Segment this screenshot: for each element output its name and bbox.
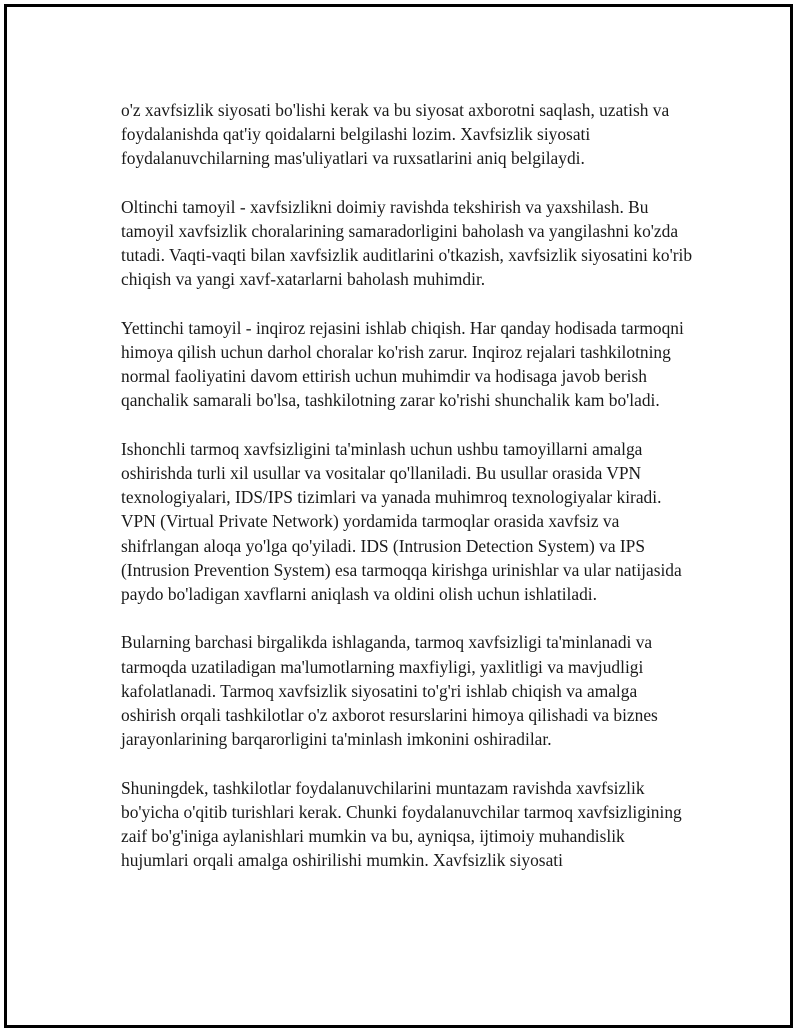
document-page bbox=[4, 4, 793, 1028]
paragraph-user-training: Shuningdek, tashkilotlar foydalanuvchilarini muntazam ravishda xavfsizlik bo'yicha o'qitib turishlari kerak. Chunki foydalanuvchilar tarmoq xavfsizligining zaif bo'g'iniga aylanishlari mumkin va bu, ayniqsa, ijtimoiy muhandislik hujumlari orqali amalga oshirilishi mumkin. Xavfsizlik siyosati bbox=[121, 777, 682, 871]
paragraph-security-policy: o'z xavfsizlik siyosati bo'lishi kerak va bu siyosat axborotni saqlash, uzatish va foydalanishda qat'iy qoidalarni belgilashi lozim. Xavfsizlik siyosati foydalanuvchilarning mas'uliyatlari va ruxsatlarini aniq belgilaydi. bbox=[121, 100, 670, 169]
paragraph-seventh-principle: Yettinchi tamoyil - inqiroz rejasini ishlab chiqish. Har qanday hodisada tarmoqni himoya qilish uchun darhol choralar ko'rish zarur. Inqiroz rejalari tashkilotning normal faoliyatini davom ettirish uchun muhimdir va hodisaga javob berish qanchalik samarali bo'lsa, tashkilotning zarar ko'rishi shunchalik kam bo'ladi. bbox=[121, 317, 684, 411]
paragraph-vpn-ids-ips: Ishonchli tarmoq xavfsizligini ta'minlash uchun ushbu tamoyillarni amalga oshirishda turli xil usullar va vositalar qo'llaniladi. Bu usullar orasida VPN texnologiyalari, IDS/IPS tizimlari va yanada muhimroq texnologiyalar kiradi. VPN (Virtual Private Network) yordamida tarmoqlar orasida xavfsiz va shifrlangan aloqa yo'lga qo'yiladi. IDS (Intrusion Detection System) va IPS (Intrusion Prevention System) esa tarmoqqa kirishga urinishlar va ular natijasida paydo bo'ladigan xavflarni aniqlash va oldini olish uchun ishlatiladi. bbox=[121, 438, 682, 605]
paragraph-sixth-principle: Oltinchi tamoyil - xavfsizlikni doimiy ravishda tekshirish va yaxshilash. Bu tamoyil xavfsizlik choralarining samaradorligini baholash va yangilashni ko'zda tutadi. Vaqti-vaqti bilan xavfsizlik auditlarini o'tkazish, xavfsizlik siyosatini ko'rib chiqish va yangi xavf-xatarlarni baholash muhimdir. bbox=[121, 196, 693, 290]
document-body bbox=[121, 98, 693, 872]
paragraph-summary: Bularning barchasi birgalikda ishlaganda, tarmoq xavfsizligi ta'minlanadi va tarmoqda uzatiladigan ma'lumotlarning maxfiyligi, yaxlitligi va mavjudligi kafolatlanadi. Tarmoq xavfsizlik siyosatini to'g'ri ishlab chiqish va amalga oshirish orqali tashkilotlar o'z axborot resurslarini himoya qilishadi va biznes jarayonlarining barqarorligini ta'minlash imkonini oshiradilar. bbox=[121, 632, 658, 750]
